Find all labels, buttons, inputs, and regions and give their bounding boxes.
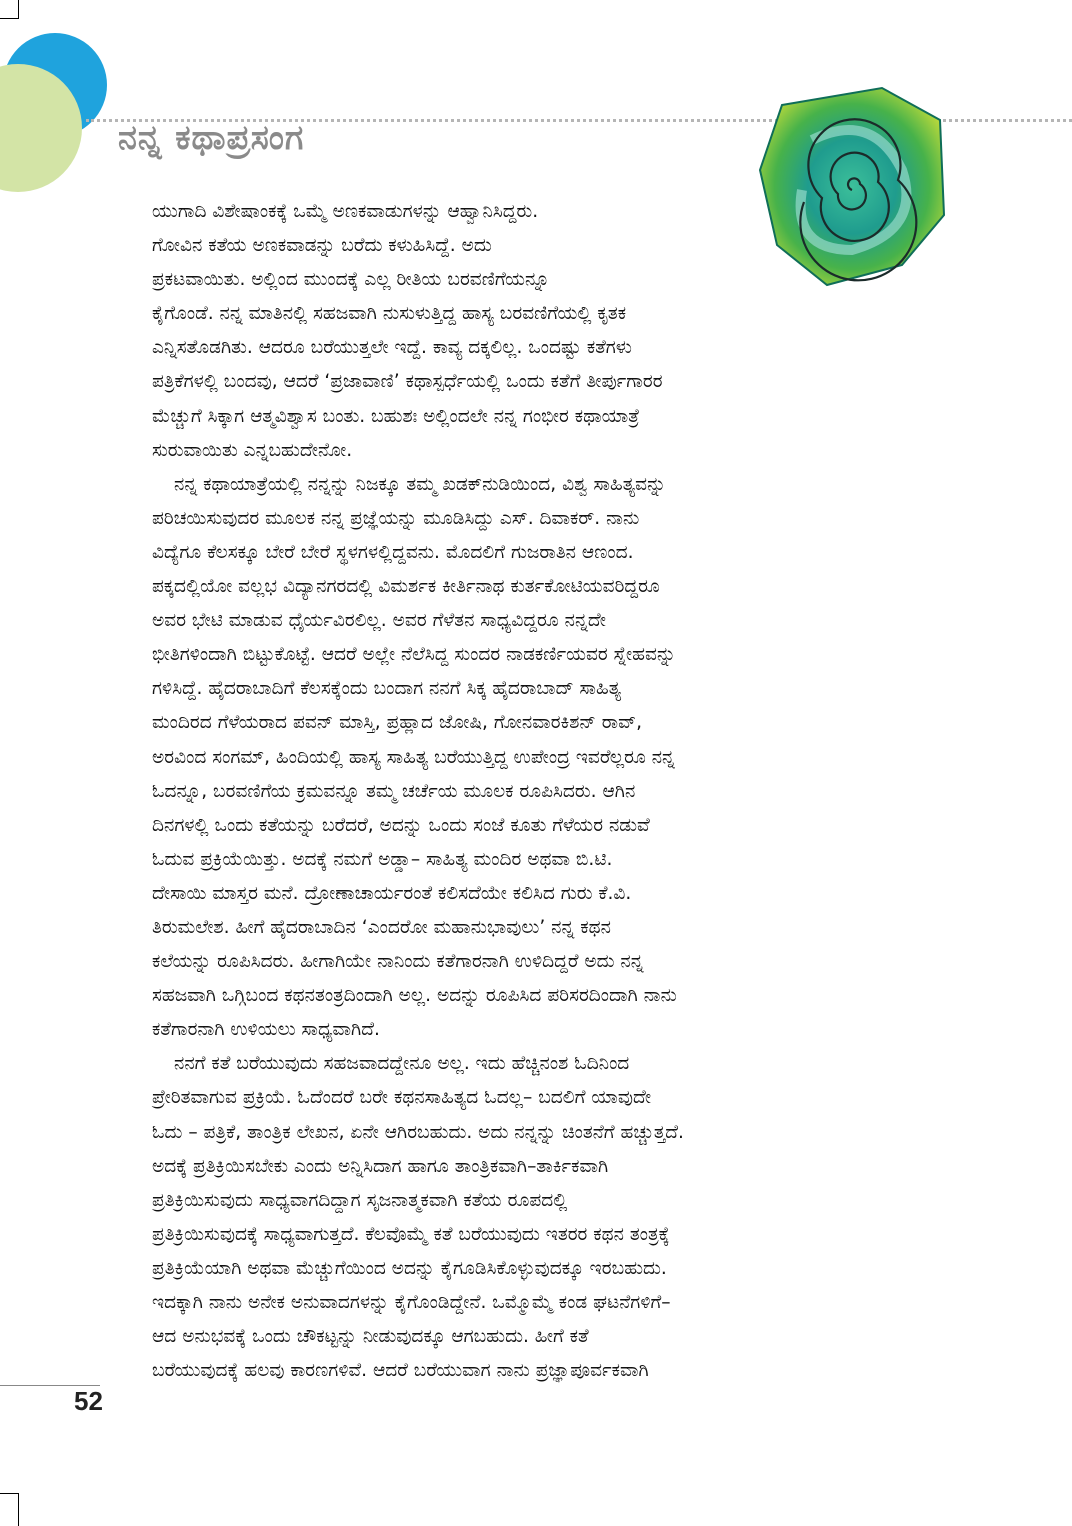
text-line: ಇದಕ್ಕಾಗಿ ನಾನು ಅನೇಕ ಅನುವಾದಗಳನ್ನು ಕೈಗೊಂಡಿದ್ದೇನೆ. ಒಮ್ಮೊಮ್ಮೆ ಕಂಡ ಘಟನೆಗಳಿಗೆ– <box>152 1292 671 1313</box>
text-line: ಓದನ್ನೂ, ಬರವಣಿಗೆಯ ಕ್ರಮವನ್ನೂ ತಮ್ಮ ಚರ್ಚೆಯ ಮೂಲಕ ರೂಪಿಸಿದರು. ಆಗಿನ <box>152 780 636 802</box>
text-line: ಅರವಿಂದ ಸಂಗಮ್, ಹಿಂದಿಯಲ್ಲಿ ಹಾಸ್ಯ ಸಾಹಿತ್ಯ ಬರೆಯುತ್ತಿದ್ದ ಉಪೇಂದ್ರ ಇವರೆಲ್ಲರೂ ನನ್ನ <box>152 746 675 768</box>
text-line: ಓದು – ಪತ್ರಿಕೆ, ತಾಂತ್ರಿಕ ಲೇಖನ, ಏನೇ ಆಗಿರಬಹುದು. ಅದು ನನ್ನನ್ನು ಚಿಂತನೆಗೆ ಹಚ್ಚುತ್ತದೆ. <box>152 1121 684 1143</box>
text-line: ಭೀತಿಗಳಿಂದಾಗಿ ಬಿಟ್ಟುಕೊಟ್ಟೆ. ಆದರೆ ಅಲ್ಲೇ ನೆಲೆಸಿದ್ದ ಸುಂದರ ನಾಡಕರ್ಣಿಯವರ ಸ್ನೇಹವನ್ನು <box>152 644 676 666</box>
text-line: ಪತ್ರಿಕೆಗಳಲ್ಲಿ ಬಂದವು, ಆದರೆ ‘ಪ್ರಜಾವಾಣಿ’ ಕಥಾಸ್ಪರ್ಧೆಯಲ್ಲಿ ಒಂದು ಕತೆಗೆ ತೀರ್ಪುಗಾರರ <box>152 371 663 393</box>
text-line: ವಿದ್ಯೆಗೂ ಕೆಲಸಕ್ಕೂ ಬೇರೆ ಬೇರೆ ಸ್ಥಳಗಳಲ್ಲಿದ್ದವನು. ಮೊದಲಿಗೆ ಗುಜರಾತಿನ ಆಣಂದ. <box>152 541 634 563</box>
text-line: ಸುರುವಾಯಿತು ಎನ್ನಬಹುದೇನೋ. <box>152 439 353 461</box>
text-line: ಆದ ಅನುಭವಕ್ಕೆ ಒಂದು ಚೌಕಟ್ಟನ್ನು ನೀಡುವುದಕ್ಕೂ ಆಗಬಹುದು. ಹೀಗೆ ಕತೆ <box>152 1326 589 1348</box>
text-line: ಕಲೆಯನ್ನು ರೂಪಿಸಿದರು. ಹೀಗಾಗಿಯೇ ನಾನಿಂದು ಕತೆಗಾರನಾಗಿ ಉಳಿದಿದ್ದರೆ ಅದು ನನ್ನ <box>152 951 644 973</box>
text-line: ಕೈಗೊಂಡೆ. ನನ್ನ ಮಾತಿನಲ್ಲಿ ಸಹಜವಾಗಿ ನುಸುಳುತ್ತಿದ್ದ ಹಾಸ್ಯ ಬರವಣಿಗೆಯಲ್ಲಿ ಕೃತಕ <box>152 303 627 325</box>
text-line: ಅವರ ಭೇಟಿ ಮಾಡುವ ಧೈರ್ಯವಿರಲಿಲ್ಲ. ಅವರ ಗೆಳೆತನ ಸಾಧ್ಯವಿದ್ದರೂ ನನ್ನದೇ <box>152 610 606 632</box>
text-line: ನನಗೆ ಕತೆ ಬರೆಯುವುದು ಸಹಜವಾದದ್ದೇನೂ ಅಲ್ಲ. ಇದು ಹೆಚ್ಚಿನಂಶ ಓದಿನಿಂದ <box>174 1053 630 1075</box>
text-line: ನನ್ನ ಕಥಾಯಾತ್ರೆಯಲ್ಲಿ ನನ್ನನ್ನು ನಿಜಕ್ಕೂ ತಮ್ಮ ಖಡಕ್‌ನುಡಿಯಿಂದ, ವಿಶ್ವ ಸಾಹಿತ್ಯವನ್ನು <box>174 473 666 495</box>
text-line: ಮೆಚ್ಚುಗೆ ಸಿಕ್ಕಾಗ ಆತ್ಮವಿಶ್ವಾಸ ಬಂತು. ಬಹುಶಃ ಅಲ್ಲಿಂದಲೇ ನನ್ನ ಗಂಭೀರ ಕಥಾಯಾತ್ರೆ <box>152 405 640 427</box>
body-text <box>152 195 912 1388</box>
text-line: ಪ್ರತಿಕ್ರಿಯಿಸುವುದಕ್ಕೆ ಸಾಧ್ಯವಾಗುತ್ತದೆ. ಕೆಲವೊಮ್ಮೆ ಕತೆ ಬರೆಯುವುದು ಇತರರ ಕಥನ ತಂತ್ರಕ್ಕೆ <box>152 1223 670 1245</box>
text-line: ಗೋವಿನ ಕತೆಯ ಅಣಕವಾಡನ್ನು ಬರೆದು ಕಳುಹಿಸಿದ್ದೆ. ಅದು <box>152 235 492 257</box>
text-line: ಅದಕ್ಕೆ ಪ್ರತಿಕ್ರಿಯಿಸಬೇಕು ಎಂದು ಅನ್ನಿಸಿದಾಗ ಹಾಗೂ ತಾಂತ್ರಿಕವಾಗಿ–ತಾರ್ಕಿಕವಾಗಿ <box>152 1155 609 1177</box>
text-line: ದೇಸಾಯಿ ಮಾಸ್ತರ ಮನೆ. ದ್ರೋಣಾಚಾರ್ಯರಂತೆ ಕಲಿಸದೆಯೇ ಕಲಿಸಿದ ಗುರು ಕೆ.ವಿ. <box>152 882 632 904</box>
text-line: ಎನ್ನಿಸತೊಡಗಿತು. ಆದರೂ ಬರೆಯುತ್ತಲೇ ಇದ್ದೆ. ಕಾವ್ಯ ದಕ್ಕಲಿಲ್ಲ. ಒಂದಷ್ಟು ಕತೆಗಳು <box>152 337 632 359</box>
text-line: ಸಹಜವಾಗಿ ಒಗ್ಗಿಬಂದ ಕಥನತಂತ್ರದಿಂದಾಗಿ ಅಲ್ಲ. ಅದನ್ನು ರೂಪಿಸಿದ ಪರಿಸರದಿಂದಾಗಿ ನಾನು <box>152 985 677 1007</box>
page-title: ನನ್ನ ಕಥಾಪ್ರಸಂಗ <box>118 118 305 158</box>
crop-mark-bottom-left <box>0 1493 19 1526</box>
text-line: ತಿರುಮಲೇಶ. ಹೀಗೆ ಹೈದರಾಬಾದಿನ ‘ಎಂದರೋ ಮಹಾನುಭಾವುಲು’ ನನ್ನ ಕಥನ <box>152 916 611 938</box>
text-line: ಮಂದಿರದ ಗೆಳೆಯರಾದ ಪವನ್ ಮಾಸ್ತಿ, ಪ್ರಹ್ಲಾದ ಜೋಷಿ, ಗೋನವಾರಕಿಶನ್ ರಾವ್, <box>152 712 642 734</box>
text-line: ಪ್ರೇರಿತವಾಗುವ ಪ್ರಕ್ರಿಯೆ. ಓದೆಂದರೆ ಬರೇ ಕಥನಸಾಹಿತ್ಯದ ಓದಲ್ಲ– ಬದಲಿಗೆ ಯಾವುದೇ <box>152 1087 652 1109</box>
decorative-circles <box>0 0 140 220</box>
page-number: 52 <box>74 1386 103 1416</box>
text-line: ಕತೆಗಾರನಾಗಿ ಉಳಿಯಲು ಸಾಧ್ಯವಾಗಿದೆ. <box>152 1019 380 1041</box>
text-line: ದಿನಗಳಲ್ಲಿ ಒಂದು ಕತೆಯನ್ನು ಬರೆದರೆ, ಅದನ್ನು ಒಂದು ಸಂಜೆ ಕೂತು ಗೆಳೆಯರ ನಡುವೆ <box>152 814 650 836</box>
text-line: ಯುಗಾದಿ ವಿಶೇಷಾಂಕಕ್ಕೆ ಒಮ್ಮೆ ಅಣಕವಾಡುಗಳನ್ನು ಆಹ್ವಾನಿಸಿದ್ದರು. <box>152 201 539 222</box>
text-line: ಪ್ರಕಟವಾಯಿತು. ಅಲ್ಲಿಂದ ಮುಂದಕ್ಕೆ ಎಲ್ಲ ರೀತಿಯ ಬರವಣಿಗೆಯನ್ನೂ <box>152 269 550 291</box>
text-line: ಬರೆಯುವುದಕ್ಕೆ ಹಲವು ಕಾರಣಗಳಿವೆ. ಆದರೆ ಬರೆಯುವಾಗ ನಾನು ಪ್ರಜ್ಞಾಪೂರ್ವಕವಾಗಿ <box>152 1360 649 1382</box>
text-line: ಪರಿಚಯಿಸುವುದರ ಮೂಲಕ ನನ್ನ ಪ್ರಜ್ಞೆಯನ್ನು ಮೂಡಿಸಿದ್ದು ಎಸ್. ದಿವಾಕರ್. ನಾನು <box>152 507 640 529</box>
text-line: ಪಕ್ಕದಲ್ಲಿಯೋ ವಲ್ಲಭ ವಿದ್ಯಾನಗರದಲ್ಲಿ ವಿಮರ್ಶಕ ಕೀರ್ತಿನಾಥ ಕುರ್ತಕೋಟಿಯವರಿದ್ದರೂ <box>152 576 660 598</box>
text-line: ಓದುವ ಪ್ರಕ್ರಿಯೆಯಿತ್ತು. ಅದಕ್ಕೆ ನಮಗೆ ಅಡ್ಡಾ– ಸಾಹಿತ್ಯ ಮಂದಿರ ಅಥವಾ ಬಿ.ಟಿ. <box>152 848 613 870</box>
text-line: ಗಳಿಸಿದ್ದೆ. ಹೈದರಾಬಾದಿಗೆ ಕೆಲಸಕ್ಕೆಂದು ಬಂದಾಗ ನನಗೆ ಸಿಕ್ಕ ಹೈದರಾಬಾದ್ ಸಾಹಿತ್ಯ <box>152 678 622 700</box>
text-line: ಪ್ರತಿಕ್ರಿಯಿಸುವುದು ಸಾಧ್ಯವಾಗದಿದ್ದಾಗ ಸೃಜನಾತ್ಮಕವಾಗಿ ಕತೆಯ ರೂಪದಲ್ಲಿ <box>152 1189 568 1211</box>
text-line: ಪ್ರತಿಕ್ರಿಯೆಯಾಗಿ ಅಥವಾ ಮೆಚ್ಚುಗೆಯಿಂದ ಅದನ್ನು ಕೈಗೂಡಿಸಿಕೊಳ್ಳುವುದಕ್ಕೂ ಇರಬಹುದು. <box>152 1257 667 1279</box>
